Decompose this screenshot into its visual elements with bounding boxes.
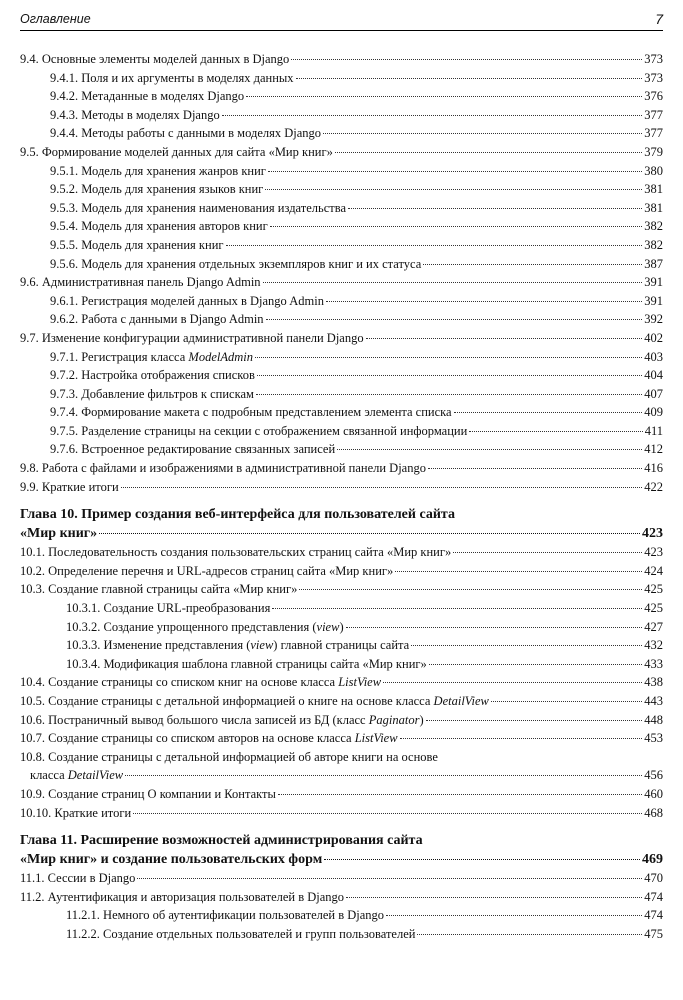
toc-entry[interactable]: 9.5. Формирование моделей данных для сайта «Мир книг» 379 <box>20 144 663 159</box>
toc-entry[interactable]: 9.5.4. Модель для хранения авторов книг 382 <box>50 219 663 234</box>
toc-entry[interactable]: 9.4.3. Методы в моделях Django 377 <box>50 107 663 122</box>
toc-entry[interactable]: 10.5. Создание страницы с детальной информацией о книге на основе класса DetailView 443 <box>20 694 663 708</box>
toc-entry[interactable]: 9.4. Основные элементы моделей данных в Django 373 <box>20 52 663 66</box>
toc-entry[interactable]: 9.7. Изменение конфигурации административной панели Django 402 <box>20 330 663 345</box>
toc-entry[interactable]: 10.3.1. Создание URL-преобразования 425 <box>66 601 663 616</box>
table-of-contents <box>20 50 663 944</box>
toc-entry[interactable]: 10.4. Создание страницы со списком книг на основе класса ListView 438 <box>20 675 663 690</box>
toc-entry[interactable]: 9.7.3. Добавление фильтров к спискам 407 <box>50 386 663 401</box>
toc-entry[interactable]: 9.5.1. Модель для хранения жанров книг 380 <box>50 163 663 178</box>
toc-entry[interactable]: 9.9. Краткие итоги 422 <box>20 479 663 494</box>
toc-entry[interactable]: 10.9. Создание страниц О компании и Контакты 460 <box>20 786 663 801</box>
toc-entry[interactable]: 10.3.2. Создание упрощенного представления (view) 427 <box>66 619 663 634</box>
toc-entry[interactable]: 10.6. Постраничный вывод большого числа записей из БД (класс Paginator) 448 <box>20 712 663 727</box>
chapter-heading[interactable]: Глава 10. Пример создания веб-интерфейса для пользователей сайта <box>20 507 455 523</box>
toc-entry[interactable]: 11.2.2. Создание отдельных пользователей и групп пользователей 475 <box>66 926 663 941</box>
running-header <box>20 8 663 31</box>
toc-entry[interactable]: 9.6. Административная панель Django Admin 391 <box>20 275 663 290</box>
toc-entry[interactable]: 9.7.6. Встроенное редактирование связанных записей 412 <box>50 442 663 457</box>
toc-entry[interactable]: 10.1. Последовательность создания пользовательских страниц сайта «Мир книг» 423 <box>20 545 663 560</box>
toc-entry[interactable]: 9.5.6. Модель для хранения отдельных экземпляров книг и их статуса 387 <box>50 256 663 271</box>
toc-entry[interactable]: 10.3.3. Изменение представления (view) главной страницы сайта 432 <box>66 638 663 653</box>
toc-entry[interactable]: 10.8. Создание страницы с детальной информацией об авторе книги на основе <box>20 749 438 764</box>
toc-entry[interactable]: 9.7.5. Разделение страницы на секции с отображением связанной информации 411 <box>50 423 663 438</box>
toc-entry[interactable]: 9.4.4. Методы работы с данными в моделях Django 377 <box>50 126 663 141</box>
toc-entry[interactable]: 10.7. Создание страницы со списком авторов на основе класса ListView 453 <box>20 731 663 746</box>
toc-entry[interactable]: 9.5.3. Модель для хранения наименования издательства 381 <box>50 200 663 215</box>
toc-entry[interactable]: 9.7.2. Настройка отображения списков 404 <box>50 368 663 383</box>
toc-entry[interactable]: 10.10. Краткие итоги 468 <box>20 805 663 820</box>
toc-entry[interactable]: 9.6.1. Регистрация моделей данных в Django Admin 391 <box>50 293 663 308</box>
toc-entry[interactable]: 10.2. Определение перечня и URL-адресов страниц сайта «Мир книг» 424 <box>20 563 663 578</box>
header-title: Оглавление <box>20 12 91 26</box>
toc-entry[interactable]: 9.7.4. Формирование макета с подробным представлением элемента списка 409 <box>50 405 663 420</box>
toc-entry[interactable]: 11.2.1. Немного об аутентификации пользователей в Django 474 <box>66 908 663 923</box>
toc-entry[interactable]: 11.2. Аутентификация и авторизация пользователей в Django 474 <box>20 889 663 904</box>
page-number: 7 <box>655 11 663 27</box>
toc-entry[interactable]: 10.3. Создание главной страницы сайта «Мир книг» 425 <box>20 582 663 597</box>
toc-entry[interactable]: 9.8. Работа с файлами и изображениями в административной панели Django 416 <box>20 461 663 476</box>
toc-entry[interactable]: 9.4.2. Метаданные в моделях Django 376 <box>50 89 663 104</box>
chapter-heading[interactable]: «Мир книг» 423 <box>20 526 663 542</box>
toc-entry[interactable]: 10.3.4. Модификация шаблона главной страницы сайта «Мир книг» 433 <box>66 656 663 671</box>
toc-entry[interactable]: 9.7.1. Регистрация класса ModelAdmin 403 <box>50 349 663 364</box>
toc-entry[interactable]: 9.6.2. Работа с данными в Django Admin 392 <box>50 312 663 327</box>
chapter-heading[interactable]: Глава 11. Расширение возможностей администрирования сайта <box>20 833 423 849</box>
toc-entry[interactable]: 9.5.5. Модель для хранения книг 382 <box>50 237 663 252</box>
toc-entry[interactable]: 11.1. Сессии в Django 470 <box>20 871 663 886</box>
toc-entry[interactable]: 9.4.1. Поля и их аргументы в моделях данных 373 <box>50 70 663 85</box>
toc-entry[interactable]: класса DetailView 456 <box>30 768 663 783</box>
chapter-heading[interactable]: «Мир книг» и создание пользовательских форм 469 <box>20 852 663 868</box>
toc-entry[interactable]: 9.5.2. Модель для хранения языков книг 381 <box>50 182 663 197</box>
